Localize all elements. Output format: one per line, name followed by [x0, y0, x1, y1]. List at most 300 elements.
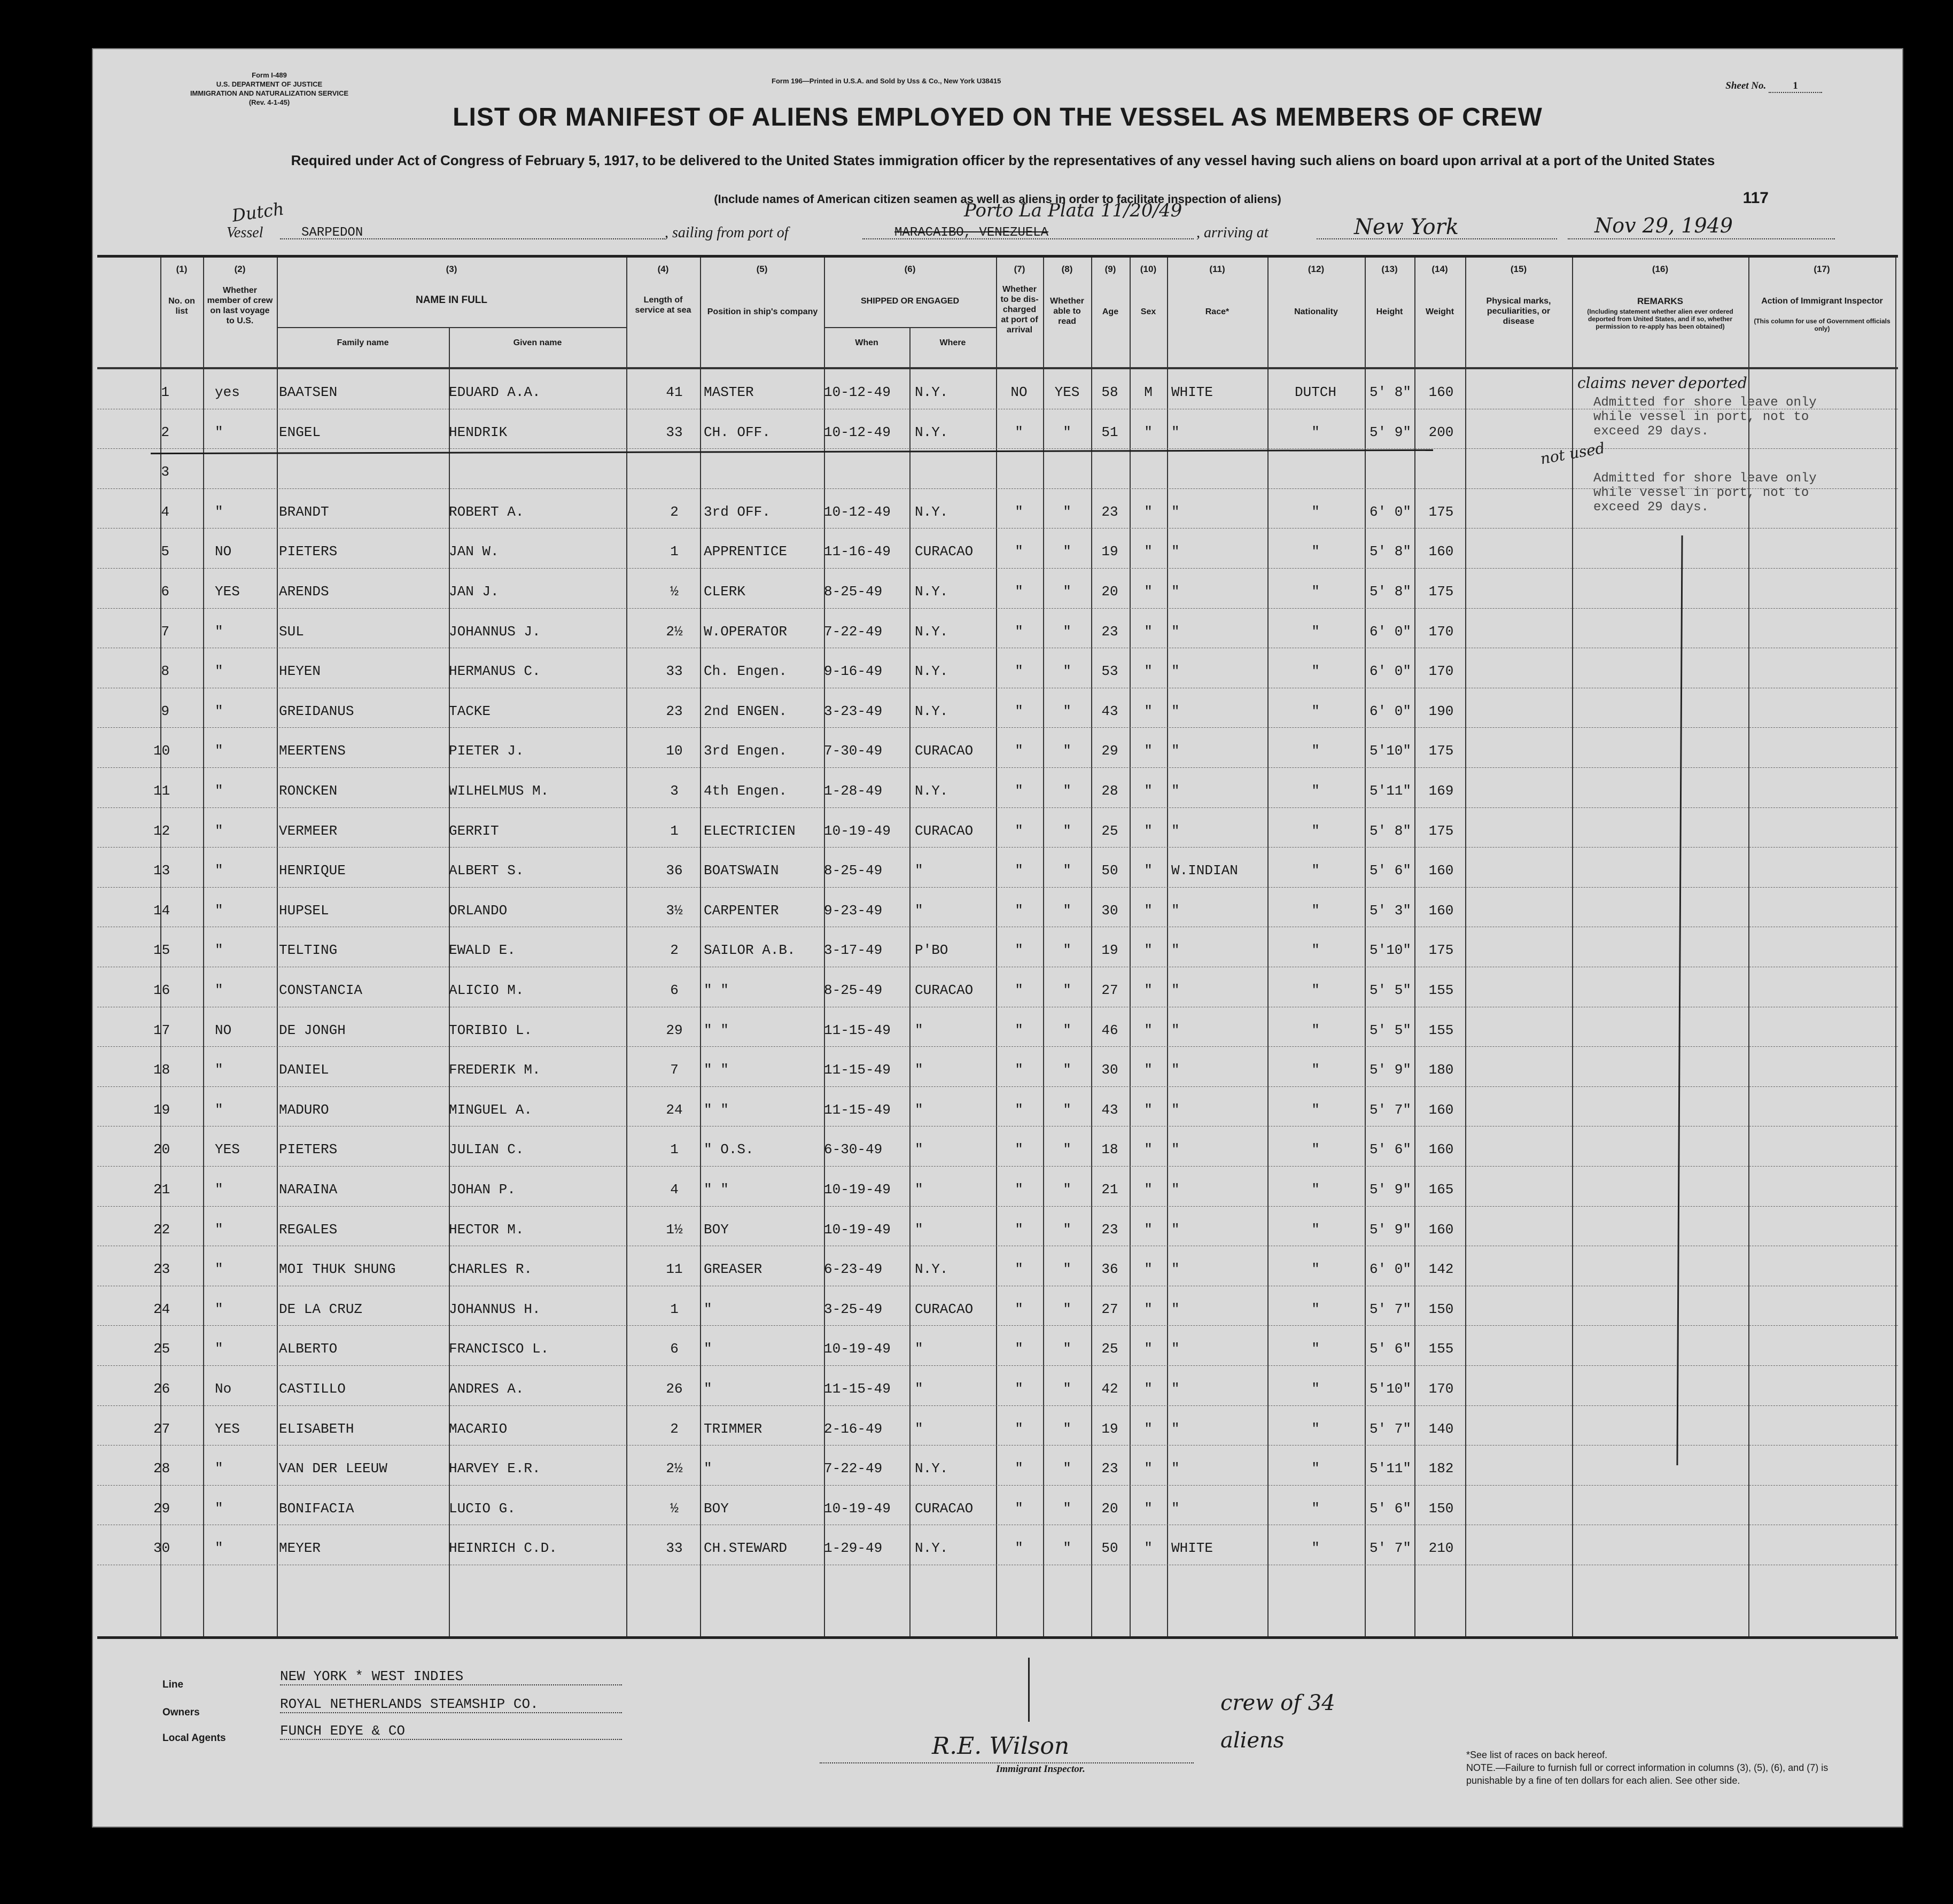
cell-service: 33 [666, 1540, 683, 1557]
cell-position: " [704, 1341, 712, 1357]
cell-position: 2nd ENGEN. [704, 703, 788, 719]
cell-no: 22 [153, 1221, 170, 1238]
cell-family: DANIEL [279, 1062, 329, 1078]
cell-weight: 180 [1428, 1062, 1454, 1078]
cell-last: NO [215, 1022, 232, 1038]
cell-service: 3 [670, 783, 679, 799]
cell-when: 7-22-49 [824, 1460, 883, 1477]
cell-nat: " [1311, 503, 1320, 520]
crew-note-handwritten: crew of 34 aliens [1220, 1691, 1335, 1753]
cell-nat: " [1311, 822, 1320, 839]
cell-race: " [1171, 1141, 1180, 1158]
cell-when: 10-19-49 [824, 1221, 891, 1238]
cell-height: 5' 6" [1369, 1341, 1411, 1357]
col-13-label: Height [1376, 307, 1403, 316]
cell-no: 21 [153, 1182, 170, 1198]
cell-service: 2 [670, 942, 679, 959]
cell-nat: " [1311, 543, 1320, 560]
line-value: NEW YORK * WEST INDIES [280, 1668, 622, 1685]
cell-read: " [1063, 862, 1071, 879]
cell-last: YES [215, 1141, 240, 1158]
cell-where: " [915, 862, 923, 879]
cell-last: " [215, 1301, 223, 1317]
cell-family: BRANDT [279, 503, 329, 520]
cell-age: 25 [1101, 1341, 1118, 1357]
agents-label: Local Agents [162, 1732, 226, 1744]
cell-where: " [915, 902, 923, 919]
cell-where: N.Y. [915, 424, 948, 440]
col-5-number: (5) [756, 264, 768, 274]
cell-service: 1 [670, 543, 679, 560]
cell-last: " [215, 862, 223, 879]
page-subtitle: Required under Act of Congress of February 5, 1917, to be delivered to the United States immigration officer by the representatives of any vessel having such aliens on board upon arrival at a port of the United States [291, 152, 1715, 168]
cell-race: WHITE [1171, 384, 1213, 400]
cell-where: " [915, 1101, 923, 1118]
cell-height: 6' 0" [1369, 503, 1411, 520]
cell-family: CASTILLO [279, 1381, 346, 1397]
cell-no: 10 [153, 743, 170, 759]
cell-position: BOY [704, 1221, 729, 1238]
cell-when: 9-16-49 [824, 663, 883, 680]
cell-service: 1 [670, 1141, 679, 1158]
cell-age: 19 [1101, 942, 1118, 959]
cell-sex: " [1144, 1540, 1153, 1557]
cell-no: 20 [153, 1141, 170, 1158]
cell-disch: " [1015, 1062, 1023, 1078]
cell-family: NARAINA [279, 1182, 338, 1198]
table-row [97, 1007, 1898, 1047]
cell-weight: 169 [1428, 783, 1454, 799]
vessel-name: SARPEDON [301, 226, 363, 240]
cell-family: CONSTANCIA [279, 982, 363, 998]
cell-family: DE JONGH [279, 1022, 346, 1038]
cell-family: MOI THUK SHUNG [279, 1261, 396, 1278]
cell-sex: " [1144, 1221, 1153, 1238]
cell-read: " [1063, 623, 1071, 640]
cell-race: " [1171, 822, 1180, 839]
form-id: Form I-489 U.S. DEPARTMENT OF JUSTICE IMMIGRATION AND NATURALIZATION SERVICE (Rev. 4-1-45) [190, 71, 349, 106]
printer-line: Form 196—Printed in U.S.A. and Sold by Uss & Co., New York U38415 [772, 77, 1001, 85]
cell-where: N.Y. [915, 663, 948, 680]
cell-race: " [1171, 783, 1180, 799]
cell-when: 10-19-49 [824, 1341, 891, 1357]
col-1-number: (1) [176, 264, 188, 274]
cell-age: 21 [1101, 1182, 1118, 1198]
cell-sex: M [1144, 384, 1153, 400]
cell-weight: 160 [1428, 1101, 1454, 1118]
cell-when: 1-29-49 [824, 1540, 883, 1557]
table-row [97, 1406, 1898, 1446]
cell-disch: " [1015, 902, 1023, 919]
cell-no: 2 [161, 424, 169, 440]
table-row [97, 927, 1898, 967]
cell-service: 6 [670, 982, 679, 998]
cell-last: " [215, 1540, 223, 1557]
cell-disch: " [1015, 424, 1023, 440]
cell-last: " [215, 822, 223, 839]
cell-position: CARPENTER [704, 902, 779, 919]
cell-no: 9 [161, 703, 169, 719]
cell-weight: 175 [1428, 743, 1454, 759]
cell-where: N.Y. [915, 503, 948, 520]
cell-position: CLERK [704, 584, 746, 600]
col-16-number: (16) [1652, 264, 1669, 274]
vessel-note-handwritten: Dutch [230, 198, 285, 226]
cell-age: 50 [1101, 862, 1118, 879]
cell-read: " [1063, 1101, 1071, 1118]
cell-sex: " [1144, 743, 1153, 759]
cell-disch: " [1015, 862, 1023, 879]
cell-given: EWALD E. [449, 942, 516, 959]
cell-nat: " [1311, 862, 1320, 879]
cell-disch: " [1015, 503, 1023, 520]
cell-disch: " [1015, 1182, 1023, 1198]
cell-age: 19 [1101, 543, 1118, 560]
table-row [97, 808, 1898, 848]
cell-when: 10-12-49 [824, 384, 891, 400]
table-row [97, 1286, 1898, 1326]
cell-race: " [1171, 942, 1180, 959]
cell-nat: " [1311, 663, 1320, 680]
cell-age: 23 [1101, 1221, 1118, 1238]
cell-race: " [1171, 424, 1180, 440]
table-row [97, 1486, 1898, 1526]
remark-row1-handwritten: claims never deported [1577, 374, 1747, 392]
cell-sex: " [1144, 1420, 1153, 1437]
cell-weight: 165 [1428, 1182, 1454, 1198]
cell-sex: " [1144, 1101, 1153, 1118]
races-note: *See list of races on back hereof. [1466, 1750, 1608, 1760]
cell-when: 11-15-49 [824, 1022, 891, 1038]
cell-last: " [215, 503, 223, 520]
cell-race: " [1171, 743, 1180, 759]
col-7-label: Whether to be dis-charged at port of arrival [1000, 285, 1039, 335]
cell-when: 10-12-49 [824, 503, 891, 520]
cell-read: " [1063, 743, 1071, 759]
cell-given: HECTOR M. [449, 1221, 524, 1238]
table-row [97, 888, 1898, 928]
cell-given: ORLANDO [449, 902, 508, 919]
cell-when: 10-12-49 [824, 424, 891, 440]
cell-height: 5'10" [1369, 1381, 1411, 1397]
cell-when: 7-22-49 [824, 623, 883, 640]
cell-given: ALBERT S. [449, 862, 524, 879]
cell-position: W.OPERATOR [704, 623, 788, 640]
cell-no: 29 [153, 1500, 170, 1517]
col-11-number: (11) [1209, 264, 1225, 274]
col-6-when-label: When [855, 338, 878, 347]
col-6-label: SHIPPED OR ENGAGED [860, 297, 960, 306]
cell-height: 5' 9" [1369, 424, 1411, 440]
table-row [97, 648, 1898, 688]
cell-nat: " [1311, 1460, 1320, 1477]
cell-read: " [1063, 822, 1071, 839]
cell-race: " [1171, 1101, 1180, 1118]
cell-sex: " [1144, 1141, 1153, 1158]
cell-age: 23 [1101, 503, 1118, 520]
cell-weight: 175 [1428, 584, 1454, 600]
cell-disch: " [1015, 1500, 1023, 1517]
cell-race: " [1171, 1022, 1180, 1038]
cell-where: " [915, 1022, 923, 1038]
cell-disch: " [1015, 1141, 1023, 1158]
cell-read: " [1063, 1301, 1071, 1317]
cell-service: 33 [666, 424, 683, 440]
cell-nat: " [1311, 1101, 1320, 1118]
cell-weight: 210 [1428, 1540, 1454, 1557]
cell-nat: " [1311, 982, 1320, 998]
cell-position: TRIMMER [704, 1420, 762, 1437]
page-subnote: (Include names of American citizen seamen as well as aliens in order to facilitate inspection of aliens) [714, 192, 1281, 206]
inspector-mark [1028, 1658, 1030, 1722]
col-9-label: Age [1102, 307, 1119, 316]
cell-disch: " [1015, 663, 1023, 680]
cell-height: 6' 0" [1369, 663, 1411, 680]
cell-last: " [215, 1460, 223, 1477]
cell-last: " [215, 1500, 223, 1517]
owners-label: Owners [162, 1707, 200, 1718]
cell-sex: " [1144, 703, 1153, 719]
cell-given: ALICIO M. [449, 982, 524, 998]
cell-position: BOATSWAIN [704, 862, 779, 879]
cell-disch: " [1015, 1460, 1023, 1477]
cell-given: JAN J. [449, 584, 499, 600]
cell-family: HENRIQUE [279, 862, 346, 879]
table-row [97, 1047, 1898, 1087]
remark-row1: Admitted for shore leave only while vessel in port, not to exceed 29 days. [1593, 395, 1817, 439]
cell-read: " [1063, 424, 1071, 440]
cell-service: 6 [670, 1341, 679, 1357]
cell-given: LUCIO G. [449, 1500, 516, 1517]
cell-age: 46 [1101, 1022, 1118, 1038]
cell-no: 30 [153, 1540, 170, 1557]
cell-family: PIETERS [279, 1141, 338, 1158]
cell-position: " [704, 1301, 712, 1317]
cell-family: PIETERS [279, 543, 338, 560]
cell-race: " [1171, 1381, 1180, 1397]
cell-sex: " [1144, 543, 1153, 560]
cell-given: FRANCISCO L. [449, 1341, 549, 1357]
cell-last: " [215, 902, 223, 919]
col-4-label: Length of service at sea [635, 296, 691, 315]
cell-when: 11-15-49 [824, 1101, 891, 1118]
cell-weight: 190 [1428, 703, 1454, 719]
cell-service: 2½ [666, 623, 683, 640]
cell-when: 3-25-49 [824, 1301, 883, 1317]
cell-age: 30 [1101, 902, 1118, 919]
cell-height: 5' 6" [1369, 1141, 1411, 1158]
cell-race: " [1171, 584, 1180, 600]
cell-height: 5' 7" [1369, 1540, 1411, 1557]
cell-when: 6-30-49 [824, 1141, 883, 1158]
cell-read: " [1063, 1460, 1071, 1477]
cell-sex: " [1144, 982, 1153, 998]
cell-age: 36 [1101, 1261, 1118, 1278]
cell-family: SUL [279, 623, 304, 640]
cell-when: 8-25-49 [824, 982, 883, 998]
cell-last: " [215, 1341, 223, 1357]
table-row [97, 1087, 1898, 1127]
cell-read: " [1063, 663, 1071, 680]
cell-height: 6' 0" [1369, 623, 1411, 640]
cell-given: CHARLES R. [449, 1261, 533, 1278]
cell-height: 5' 3" [1369, 902, 1411, 919]
cell-position: " " [704, 1022, 729, 1038]
cell-last: " [215, 1062, 223, 1078]
cell-disch: " [1015, 1022, 1023, 1038]
cell-age: 18 [1101, 1141, 1118, 1158]
cell-where: N.Y. [915, 783, 948, 799]
cell-age: 23 [1101, 1460, 1118, 1477]
cell-nat: " [1311, 623, 1320, 640]
footer-notes [1466, 1748, 1872, 1787]
cell-given: WILHELMUS M. [449, 783, 549, 799]
cell-service: 1 [670, 822, 679, 839]
cell-position: " " [704, 1182, 729, 1198]
cell-nat: " [1311, 1022, 1320, 1038]
cell-no: 8 [161, 663, 169, 680]
sailing-label: , sailing from port of [665, 224, 789, 241]
cell-last: " [215, 663, 223, 680]
cell-where: P'BO [915, 942, 948, 959]
cell-given: HERMANUS C. [449, 663, 541, 680]
col-3-number: (3) [446, 264, 457, 274]
cell-sex: " [1144, 424, 1153, 440]
cell-family: ARENDS [279, 584, 329, 600]
cell-no: 28 [153, 1460, 170, 1477]
cell-disch: " [1015, 1221, 1023, 1238]
cell-weight: 175 [1428, 942, 1454, 959]
cell-age: 27 [1101, 982, 1118, 998]
table-row [97, 1167, 1898, 1207]
cell-race: " [1171, 1221, 1180, 1238]
cell-no: 16 [153, 982, 170, 998]
cell-weight: 140 [1428, 1420, 1454, 1437]
cell-disch: " [1015, 1341, 1023, 1357]
col-3-label: NAME IN FULL [415, 294, 488, 306]
cell-sex: " [1144, 862, 1153, 879]
cell-age: 50 [1101, 1540, 1118, 1557]
cell-service: 2 [670, 1420, 679, 1437]
cell-given: MINGUEL A. [449, 1101, 533, 1118]
cell-age: 53 [1101, 663, 1118, 680]
cell-family: DE LA CRUZ [279, 1301, 363, 1317]
cell-sex: " [1144, 1381, 1153, 1397]
cell-no: 19 [153, 1101, 170, 1118]
cell-read: " [1063, 1540, 1071, 1557]
table-row [97, 1126, 1898, 1167]
cell-service: ½ [670, 1500, 679, 1517]
cell-given: EDUARD A.A. [449, 384, 541, 400]
cell-age: 29 [1101, 743, 1118, 759]
cell-position: BOY [704, 1500, 729, 1517]
cell-position: ELECTRICIEN [704, 822, 796, 839]
cell-height: 5' 7" [1369, 1101, 1411, 1118]
arriving-port: New York [1354, 215, 1459, 239]
cell-height: 5'10" [1369, 743, 1411, 759]
cell-given: TACKE [449, 703, 491, 719]
cell-nat: " [1311, 1301, 1320, 1317]
remark-row3: Admitted for shore leave only while vessel in port, not to exceed 29 days. [1593, 471, 1817, 515]
table-row [97, 1446, 1898, 1486]
cell-sex: " [1144, 1182, 1153, 1198]
cell-weight: 155 [1428, 982, 1454, 998]
cell-given: GERRIT [449, 822, 499, 839]
table-row [97, 768, 1898, 808]
cell-height: 5' 8" [1369, 543, 1411, 560]
cell-nat: " [1311, 1381, 1320, 1397]
col-8-label: Whether able to read [1050, 297, 1084, 326]
cell-given: HEINRICH C.D. [449, 1540, 557, 1557]
cell-family: ENGEL [279, 424, 321, 440]
cell-given: TORIBIO L. [449, 1022, 533, 1038]
cell-where: CURACAO [915, 982, 974, 998]
sheet-number [1725, 80, 1822, 93]
cell-service: 26 [666, 1381, 683, 1397]
cell-read: YES [1054, 384, 1080, 400]
table-row [97, 609, 1898, 649]
cell-where: N.Y. [915, 623, 948, 640]
col-15-label: Physical marks, peculiarities, or disease [1486, 297, 1551, 326]
cell-where: " [915, 1062, 923, 1078]
cell-nat: " [1311, 1221, 1320, 1238]
inspector-label: Immigrant Inspector. [996, 1763, 1085, 1775]
cell-service: 11 [666, 1261, 683, 1278]
cell-family: MEERTENS [279, 743, 346, 759]
cell-nat: " [1311, 1261, 1320, 1278]
col-2-label: Whether member of crew on last voyage to U.S. [207, 286, 273, 325]
cell-when: 2-16-49 [824, 1420, 883, 1437]
cell-position: " " [704, 1062, 729, 1078]
col-15-number: (15) [1510, 264, 1527, 274]
cell-last: " [215, 623, 223, 640]
cell-when: 10-19-49 [824, 1500, 891, 1517]
cell-given: HARVEY E.R. [449, 1460, 541, 1477]
cell-disch: " [1015, 1101, 1023, 1118]
col-6-where-label: Where [939, 338, 966, 347]
cell-where: N.Y. [915, 1460, 948, 1477]
cell-no: 27 [153, 1420, 170, 1437]
cell-service: 2 [670, 503, 679, 520]
cell-family: TELTING [279, 942, 338, 959]
cell-given: JULIAN C. [449, 1141, 524, 1158]
cell-where: " [915, 1141, 923, 1158]
col-14-number: (14) [1431, 264, 1448, 274]
cell-where: CURACAO [915, 822, 974, 839]
cell-last: " [215, 1221, 223, 1238]
cell-nat: " [1311, 703, 1320, 719]
cell-nat: " [1311, 942, 1320, 959]
cell-no: 17 [153, 1022, 170, 1038]
cell-disch: " [1015, 1420, 1023, 1437]
cell-weight: 160 [1428, 384, 1454, 400]
cell-service: 1 [670, 1301, 679, 1317]
cell-last: yes [215, 384, 240, 400]
cell-age: 19 [1101, 1420, 1118, 1437]
cell-disch: " [1015, 584, 1023, 600]
cell-read: " [1063, 1062, 1071, 1078]
cell-family: HEYEN [279, 663, 321, 680]
col-10-label: Sex [1140, 307, 1156, 316]
cell-weight: 150 [1428, 1500, 1454, 1517]
cell-no: 25 [153, 1341, 170, 1357]
owners-value: ROYAL NETHERLANDS STEAMSHIP CO. [280, 1696, 622, 1713]
cell-height: 5' 9" [1369, 1062, 1411, 1078]
cell-service: ½ [670, 584, 679, 600]
cell-nat: " [1311, 424, 1320, 440]
cell-race: " [1171, 1261, 1180, 1278]
cell-last: NO [215, 543, 232, 560]
